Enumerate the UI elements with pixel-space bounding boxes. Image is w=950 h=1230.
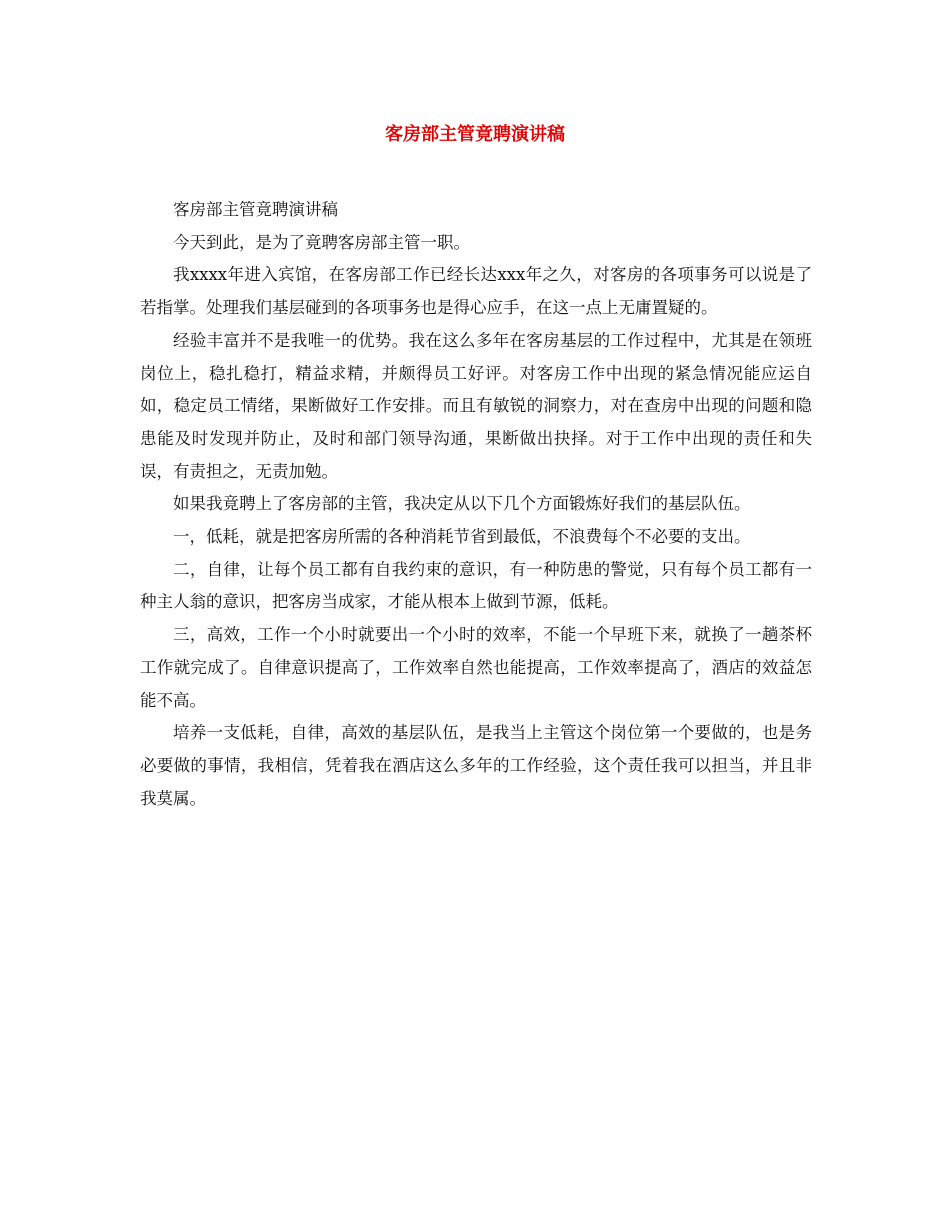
paragraph-subtitle: 客房部主管竟聘演讲稿 <box>173 200 338 219</box>
paragraph-point-self-discipline: 二，自律，让每个员工都有自我约束的意识，有一种防患的警觉，只有每个员工都有一种主人翁的意识，把客房当成家，才能从根本上做到节源，低耗。 <box>140 559 812 612</box>
paragraph-point-low-consumption: 一，低耗，就是把客房所需的各种消耗节省到最低，不浪费每个不必要的支出。 <box>173 527 751 547</box>
paragraph-conclusion: 培养一支低耗，自律，高效的基层队伍，是我当上主管这个岗位第一个要做的，也是务必要做的事情，我相信，凭着我在酒店这么多年的工作经验，这个责任我可以担当，并且非我莫属。 <box>140 723 812 808</box>
document-body <box>140 194 812 815</box>
paragraph-plan-intro: 如果我竟聘上了客房部的主管，我决定从以下几个方面锻炼好我们的基层队伍。 <box>173 494 751 514</box>
paragraph-advantages: 经验丰富并不是我唯一的优势。我在这么多年在客房基层的工作过程中，尤其是在领班岗位上，稳扎稳打，精益求精，并颇得员工好评。对客房工作中出现的紧急情况能应运自如，稳定员工情绪，果断做好工作安排。而且有敏锐的洞察力，对在查房中出现的问题和隐患能及时发现并防止，及时和部门领导沟通，果断做出抉择。对于工作中出现的责任和失误，有责担之，无责加勉。 <box>140 330 812 481</box>
document-title: 客房部主管竟聘演讲稿 <box>385 124 565 145</box>
paragraph-experience: 我xxxx年进入宾馆，在客房部工作已经长达xxx年之久，对客房的各项事务可以说是了若指掌。处理我们基层碰到的各项事务也是得心应手，在这一点上无庸置疑的。 <box>140 265 812 318</box>
paragraph-point-efficiency: 三，高效，工作一个小时就要出一个小时的效率，不能一个早班下来，就换了一趟茶杯工作就完成了。自律意识提高了，工作效率自然也能提高，工作效率提高了，酒店的效益怎能不高。 <box>140 625 812 710</box>
paragraph-opening: 今天到此，是为了竟聘客房部主管一职。 <box>173 232 470 252</box>
